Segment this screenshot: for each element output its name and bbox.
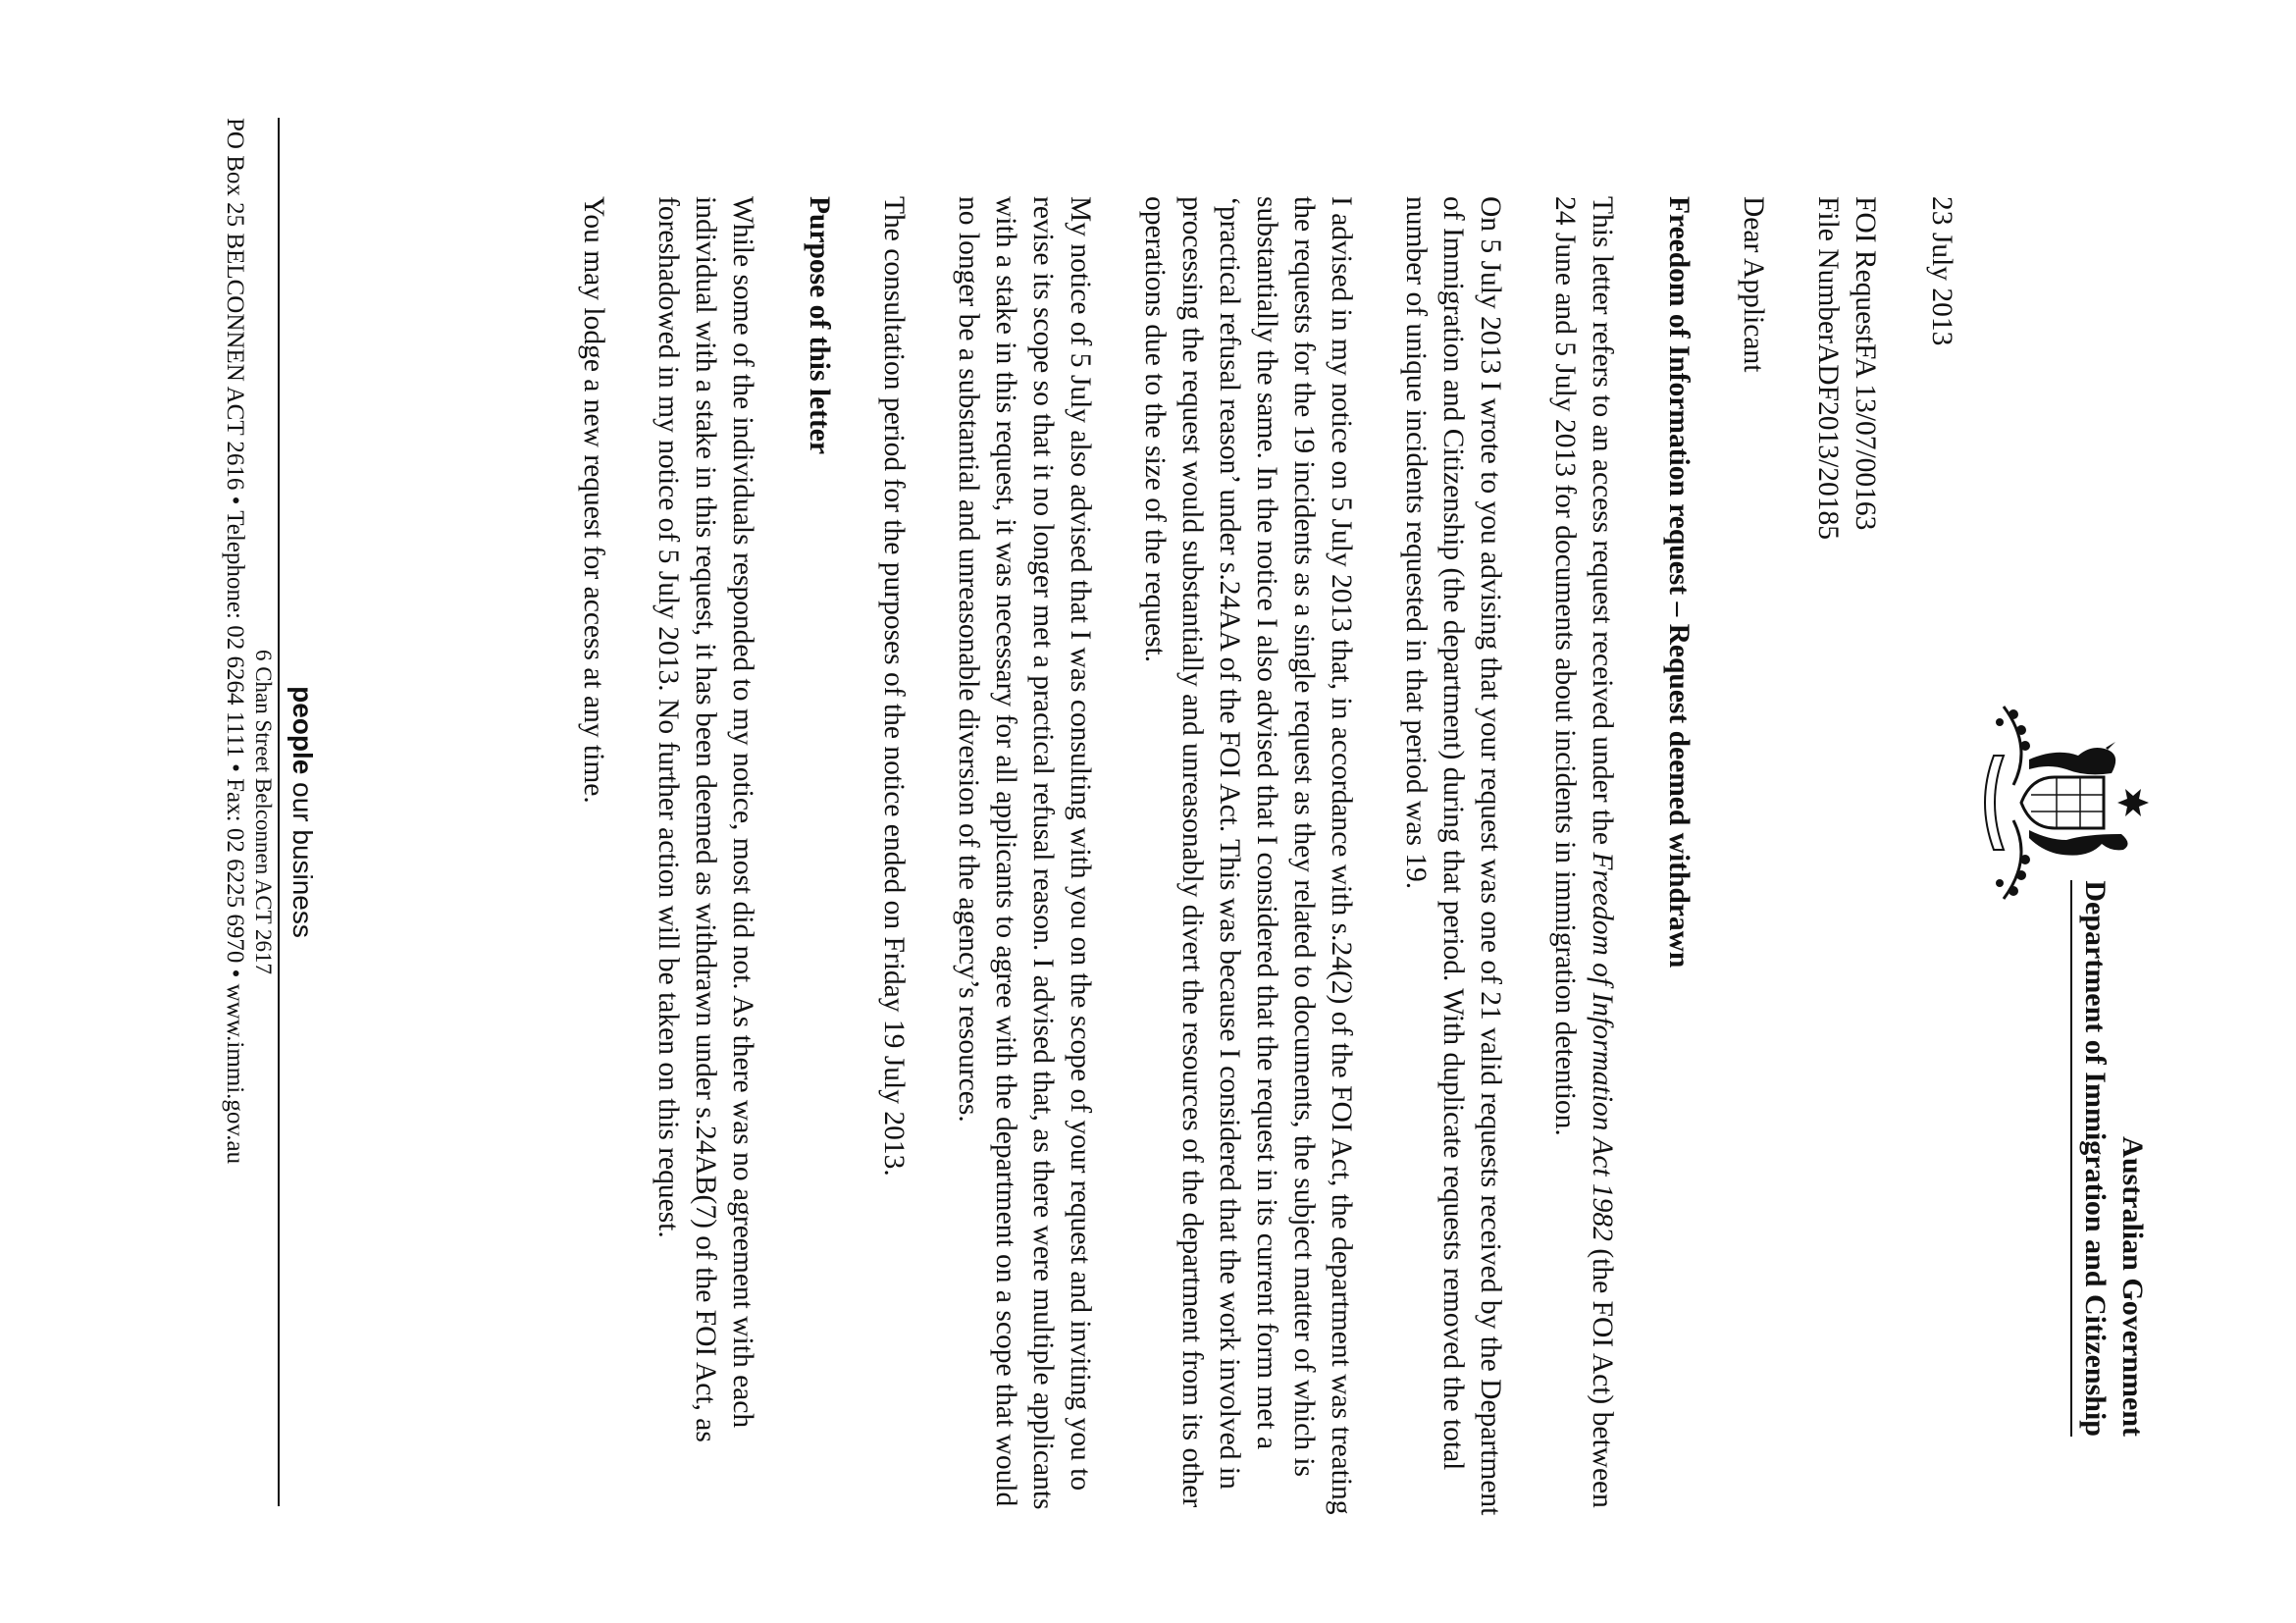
- letter-body: [538, 196, 1960, 1516]
- contact-details: PO Box 25 BELCONNEN ACT 2616 • Telephone: 02 6264 1111 • Fax: 02 6225 6970 • www.immi.gov.au: [222, 118, 248, 1165]
- reference-label: FOI Request: [1850, 196, 1881, 343]
- paragraph-text: (the FOI Act) between 24 June and 5 July 2013 for documents about incidents in immigration detention.: [1549, 196, 1618, 1508]
- reference-row: [1847, 196, 1884, 1516]
- reference-block: [1809, 196, 1884, 1516]
- reference-row: [1809, 196, 1847, 1516]
- paragraph: You may lodge a new request for access at any time.: [578, 196, 609, 804]
- act-title: Freedom of Information Act 1982: [1587, 852, 1618, 1241]
- paragraph: The consultation period for the purposes of the notice ended on Friday 19 July 2013.: [878, 196, 910, 1177]
- paragraph: On 5 July 2013 I wrote to you advising that your request was one of 21 valid requests received by the Department of Immigration and Citizenship (the department) during that period. With duplicate requests removed the total number of unique incidents requested in that period was 19.: [1400, 196, 1506, 1516]
- paragraph: I advised in my notice on 5 July 2013 that, in accordance with s.24(2) of the FOI Act, the department was treating the requests for the 19 incidents as a single request as they related to documents, the subject matter of which is substantially the same. In the notice I also advised that I considered that the request in its current form met a ‘practical refusal reason’ under s.24AA of the FOI Act. This was because I considered that the work involved in processing the request would substantially and unreasonably divert the resources of the department from its other operations due to the size of the request.: [1139, 196, 1357, 1515]
- letter-footer: [219, 118, 319, 1506]
- street-address: 6 Chan Street Belconnen ACT 2617: [251, 649, 276, 975]
- paragraph-text: This letter refers to an access request received under the: [1587, 196, 1618, 853]
- paragraph: [1546, 196, 1621, 1516]
- footer-divider: [278, 118, 280, 1506]
- letter-date: 23 July 2013: [1926, 196, 1957, 346]
- paragraph: My notice of 5 July also advised that I was consulting with you on the scope of your request and inviting you to revise its scope so that it no longer met a practical refusal reason. I advised that, as there were multiple applicants with a stake in this request, it was necessary for all applicants to agree with the department on a scope that would no longer be a substantial and unreasonable diversion of the agency’s resources.: [953, 196, 1096, 1510]
- salutation: Dear Applicant: [1738, 196, 1769, 373]
- tagline-bold: people: [287, 686, 318, 775]
- section-heading: Purpose of this letter: [804, 196, 835, 454]
- government-name: Australian Government: [2116, 1136, 2149, 1437]
- reference-value: FA 13/07/00163: [1850, 343, 1881, 531]
- subject-line: Freedom of Information request – Request deemed withdrawn: [1663, 196, 1695, 969]
- department-name: Department of Immigration and Citizenship: [2070, 880, 2113, 1437]
- tagline-rest: our business: [287, 774, 318, 938]
- letterhead: [2070, 750, 2151, 1437]
- reference-value: ADF2013/20185: [1812, 343, 1844, 540]
- paragraph: While some of the individuals responded to my notice, most did not. As there was no agreement with each individual with a stake in this request, it has been deemed as withdrawn under s.24AB(7) of the FOI Act, as foreshadowed in my notice of 5 July 2013. No further action will be taken on this request.: [652, 196, 758, 1442]
- reference-label: File Number: [1812, 196, 1844, 343]
- tagline: [286, 118, 319, 1506]
